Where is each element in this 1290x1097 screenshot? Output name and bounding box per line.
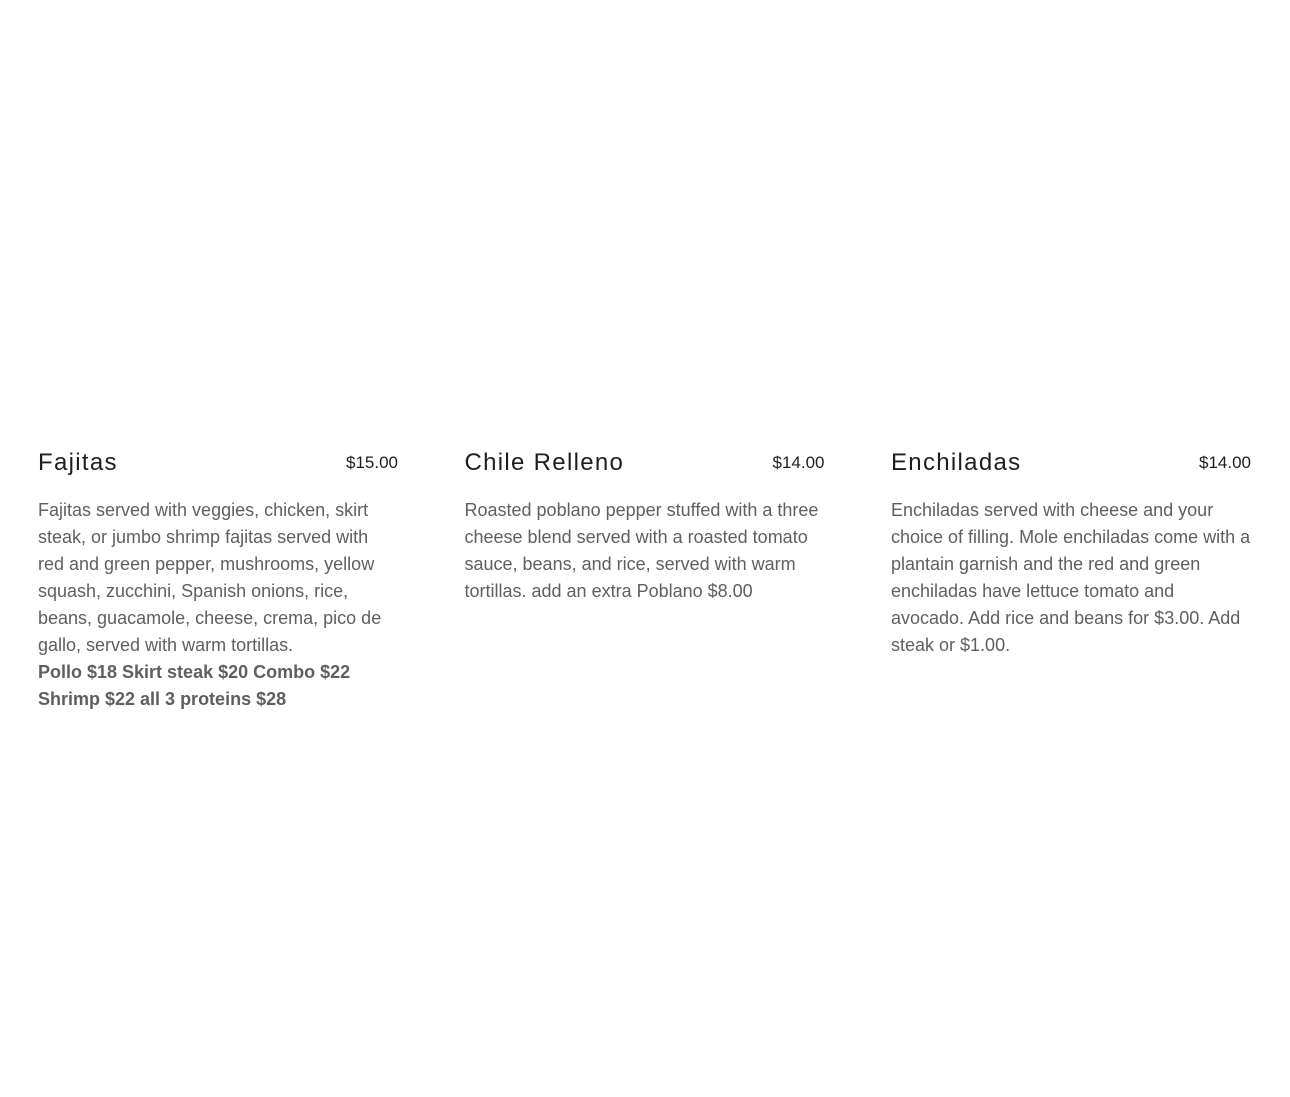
menu-item-description: Roasted poblano pepper stuffed with a three cheese blend served with a roasted tomato sauce, beans, and rice, served with warm tortillas. add an extra Poblano $8.00 (464, 500, 819, 601)
menu-item-description: Fajitas served with veggies, chicken, skirt steak, or jumbo shrimp fajitas served with red and green pepper, mushrooms, yellow squash, zucchini, Spanish onions, rice, beans, guacamole, cheese, crema, pico de gallo, served with warm tortillas. (38, 500, 382, 655)
menu-item-header (465, 447, 825, 479)
menu-item-name: Chile Relleno (464, 449, 625, 476)
menu-item-header (891, 447, 1251, 479)
menu-item-price: $14.00 (1199, 453, 1251, 472)
menu-item-enchiladas (891, 447, 1251, 713)
menu-grid (38, 447, 1251, 713)
menu-item-price: $15.00 (346, 453, 398, 472)
menu-item-header (38, 447, 398, 479)
menu-item-fajitas (38, 447, 398, 713)
menu-item-description: Enchiladas served with cheese and your choice of filling. Mole enchiladas come with a plantain garnish and the red and green enchiladas have lettuce tomato and avocado. Add rice and beans for $3.00. Add steak or $1.00. (891, 500, 1251, 655)
menu-item-pricing-options: Pollo $18 Skirt steak $20 Combo $22 Shrimp $22 all 3 proteins $28 (38, 662, 351, 709)
menu-item-chile-relleno (465, 447, 825, 713)
menu-item-name: Enchiladas (891, 449, 1022, 476)
menu-item-price: $14.00 (772, 453, 825, 472)
menu-item-name: Fajitas (38, 449, 118, 476)
